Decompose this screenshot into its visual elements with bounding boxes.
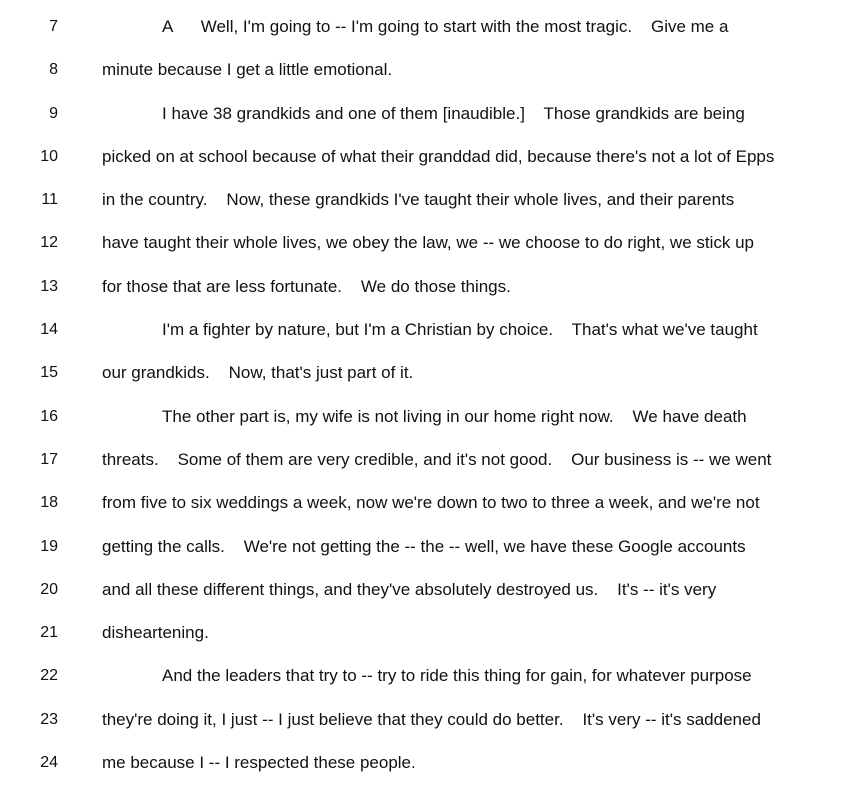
line-text: for those that are less fortunate. We do those things.: [102, 276, 511, 296]
transcript-line: [0, 525, 858, 568]
line-text: they're doing it, I just -- I just believe that they could do better. It's very -- it's saddened: [102, 709, 761, 729]
line-number: 24: [40, 754, 58, 772]
transcript-line: [0, 741, 858, 784]
line-text: from five to six weddings a week, now we're down to two to three a week, and we're not: [102, 493, 760, 513]
line-number: 21: [40, 624, 58, 642]
line-number: 11: [41, 191, 58, 209]
line-number: 16: [40, 407, 58, 425]
transcript-line: [0, 481, 858, 524]
line-text: and all these different things, and they've absolutely destroyed us. It's -- it's very: [102, 579, 717, 599]
transcript-line: [0, 221, 858, 264]
line-text: I'm a fighter by nature, but I'm a Christian by choice. That's what we've taught: [162, 320, 758, 340]
line-number: 15: [40, 364, 58, 382]
transcript-line: [0, 698, 858, 741]
transcript-line: [0, 135, 858, 178]
transcript-line: [0, 48, 858, 91]
line-number: 14: [40, 321, 58, 339]
line-number: 17: [40, 450, 58, 468]
line-number: 18: [40, 494, 58, 512]
line-number: 23: [40, 710, 58, 728]
line-text: have taught their whole lives, we obey the law, we -- we choose to do right, we stick up: [102, 233, 755, 253]
line-text: minute because I get a little emotional.: [102, 60, 393, 80]
line-number: 19: [40, 537, 58, 555]
line-number: 8: [49, 61, 58, 79]
transcript-line: [0, 308, 858, 351]
transcript-line: [0, 395, 858, 438]
line-text: threats. Some of them are very credible, and it's not good. Our business is -- we went: [102, 449, 772, 469]
line-text: I have 38 grandkids and one of them [inaudible.] Those grandkids are being: [162, 103, 745, 123]
line-number: 7: [49, 18, 58, 35]
transcript-line: [0, 611, 858, 654]
line-text: getting the calls. We're not getting the -- the -- well, we have these Google accounts: [102, 536, 746, 556]
line-number: 22: [40, 667, 58, 685]
line-text: our grandkids. Now, that's just part of it.: [102, 363, 414, 383]
transcript-line: [0, 654, 858, 697]
line-text: disheartening.: [102, 623, 209, 643]
line-number: 9: [49, 104, 58, 122]
transcript-page: [0, 5, 858, 784]
line-number: 13: [40, 277, 58, 295]
transcript-line: [0, 351, 858, 394]
line-text: The other part is, my wife is not living in our home right now. We have death: [162, 406, 747, 426]
line-text: picked on at school because of what their granddad did, because there's not a lot of Epps: [102, 146, 775, 166]
line-text: And the leaders that try to -- try to ride this thing for gain, for whatever purpose: [162, 666, 752, 686]
line-text: me because I -- I respected these people.: [102, 753, 416, 773]
line-number: 12: [40, 234, 58, 252]
transcript-line: [0, 178, 858, 221]
line-text: A Well, I'm going to -- I'm going to start with the most tragic. Give me a: [162, 17, 729, 36]
line-text: in the country. Now, these grandkids I've taught their whole lives, and their parents: [102, 190, 735, 210]
transcript-line: [0, 265, 858, 308]
line-number: 10: [40, 147, 58, 165]
transcript-line: [0, 438, 858, 481]
transcript-line: [0, 5, 858, 48]
line-number: 20: [40, 580, 58, 598]
transcript-line: [0, 92, 858, 135]
transcript-line: [0, 568, 858, 611]
